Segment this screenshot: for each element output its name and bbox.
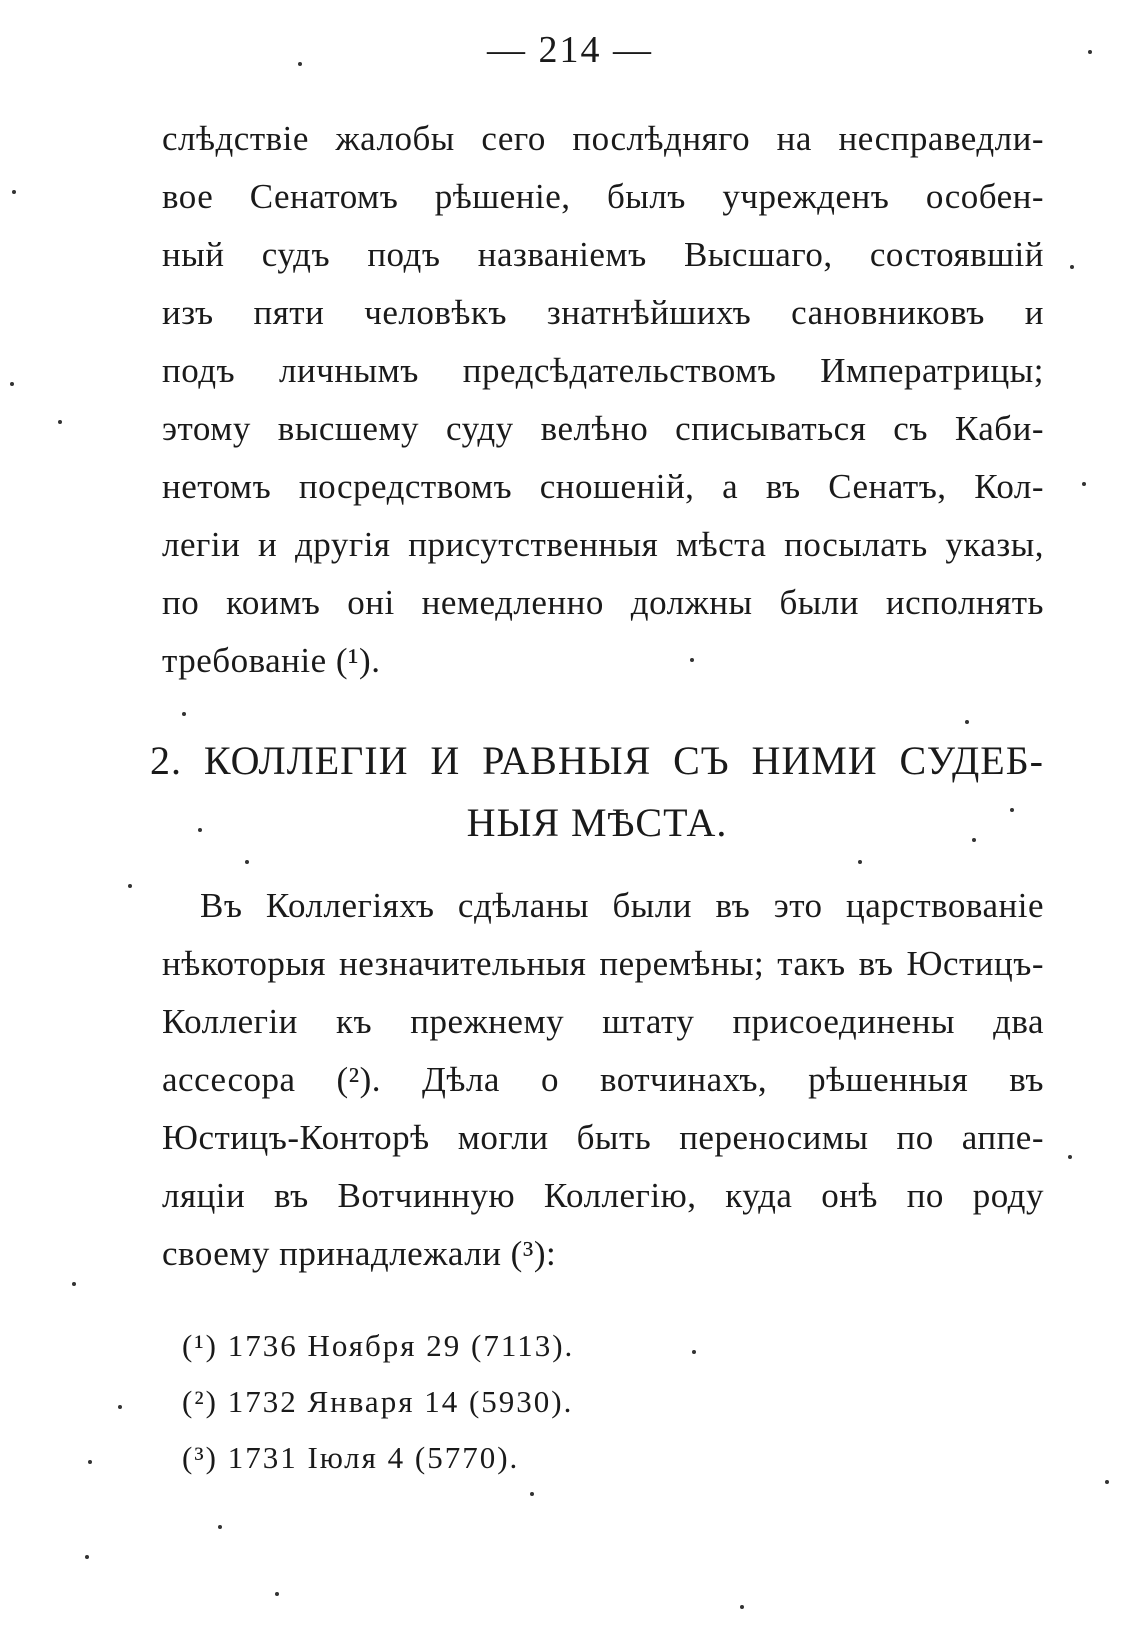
scan-speck xyxy=(88,1460,92,1464)
footnotes xyxy=(182,1318,882,1486)
text-line: по коимъ оні немедленно должны были исполнять xyxy=(162,583,1044,622)
scan-speck xyxy=(275,1592,279,1596)
heading-line: 2. КОЛЛЕГІИ И РАВНЫЯ СЪ НИМИ СУДЕБ- xyxy=(150,738,1044,783)
text-line: изъ пяти человѣкъ знатнѣйшихъ сановниковъ и xyxy=(162,293,1044,332)
scan-speck xyxy=(965,720,969,724)
scan-speck xyxy=(85,1555,89,1559)
scan-speck xyxy=(858,860,862,864)
scan-speck xyxy=(1082,482,1086,486)
scan-speck xyxy=(692,1350,696,1354)
scan-speck xyxy=(128,884,132,888)
footnote: (³) 1731 Іюля 4 (5770). xyxy=(182,1440,520,1475)
text-line: ляціи въ Вотчинную Коллегію, куда онѣ по роду xyxy=(162,1176,1044,1215)
text-line: вое Сенатомъ рѣшеніе, былъ учрежденъ особен- xyxy=(162,177,1044,216)
text-line: ный судъ подъ названіемъ Высшаго, состоявшій xyxy=(162,235,1044,274)
scan-speck xyxy=(182,712,186,716)
scan-speck xyxy=(530,1492,534,1496)
text-line: нетомъ посредствомъ сношеній, а въ Сенатъ, Кол- xyxy=(162,467,1044,506)
heading-line: НЫЯ МѢСТА. xyxy=(466,800,728,845)
footnote: (¹) 1736 Ноября 29 (7113). xyxy=(182,1328,575,1363)
scan-speck xyxy=(1088,50,1092,54)
page-number: — 214 — xyxy=(487,29,653,71)
scan-speck xyxy=(198,828,202,832)
text-line: Коллегіи къ прежнему штату присоединены два xyxy=(162,1002,1044,1041)
scan-speck xyxy=(10,382,14,386)
scan-speck xyxy=(12,190,16,194)
text-line: ассесора (²). Дѣла о вотчинахъ, рѣшенныя въ xyxy=(162,1060,1044,1099)
paragraph-1 xyxy=(162,110,1044,690)
scan-speck xyxy=(1105,1480,1109,1484)
text-line: нѣкоторыя незначительныя перемѣны; такъ въ Юстицъ- xyxy=(162,944,1044,983)
scan-speck xyxy=(298,62,302,66)
text-line: этому высшему суду велѣно списываться съ Каби- xyxy=(162,409,1044,448)
paragraph-2 xyxy=(162,877,1044,1283)
text-line: своему принадлежали (³): xyxy=(162,1234,557,1273)
text-line: подъ личнымъ предсѣдательствомъ Императрицы; xyxy=(162,351,1044,390)
scan-speck xyxy=(245,860,249,864)
text-line: слѣдствіе жалобы сего послѣдняго на несправедли- xyxy=(162,119,1044,158)
scan-speck xyxy=(740,1605,744,1609)
scan-speck xyxy=(972,838,976,842)
scan-speck xyxy=(58,420,62,424)
text-line: Юстицъ-Конторѣ могли быть переносимы по аппе- xyxy=(162,1118,1044,1157)
scan-speck xyxy=(1068,1155,1072,1159)
footnote: (²) 1732 Января 14 (5930). xyxy=(182,1384,574,1419)
scan-speck xyxy=(1010,808,1014,812)
text-line: требованіе (¹). xyxy=(162,641,381,680)
scan-speck xyxy=(118,1405,122,1409)
scan-speck xyxy=(72,1282,76,1286)
scan-speck xyxy=(1070,265,1074,269)
section-heading xyxy=(150,730,1044,854)
text-line: легіи и другія присутственныя мѣста посылать указы, xyxy=(162,525,1044,564)
scan-speck xyxy=(690,658,694,662)
text-line: Въ Коллегіяхъ сдѣланы были въ это царствованіе xyxy=(200,886,1044,925)
scan-speck xyxy=(218,1525,222,1529)
